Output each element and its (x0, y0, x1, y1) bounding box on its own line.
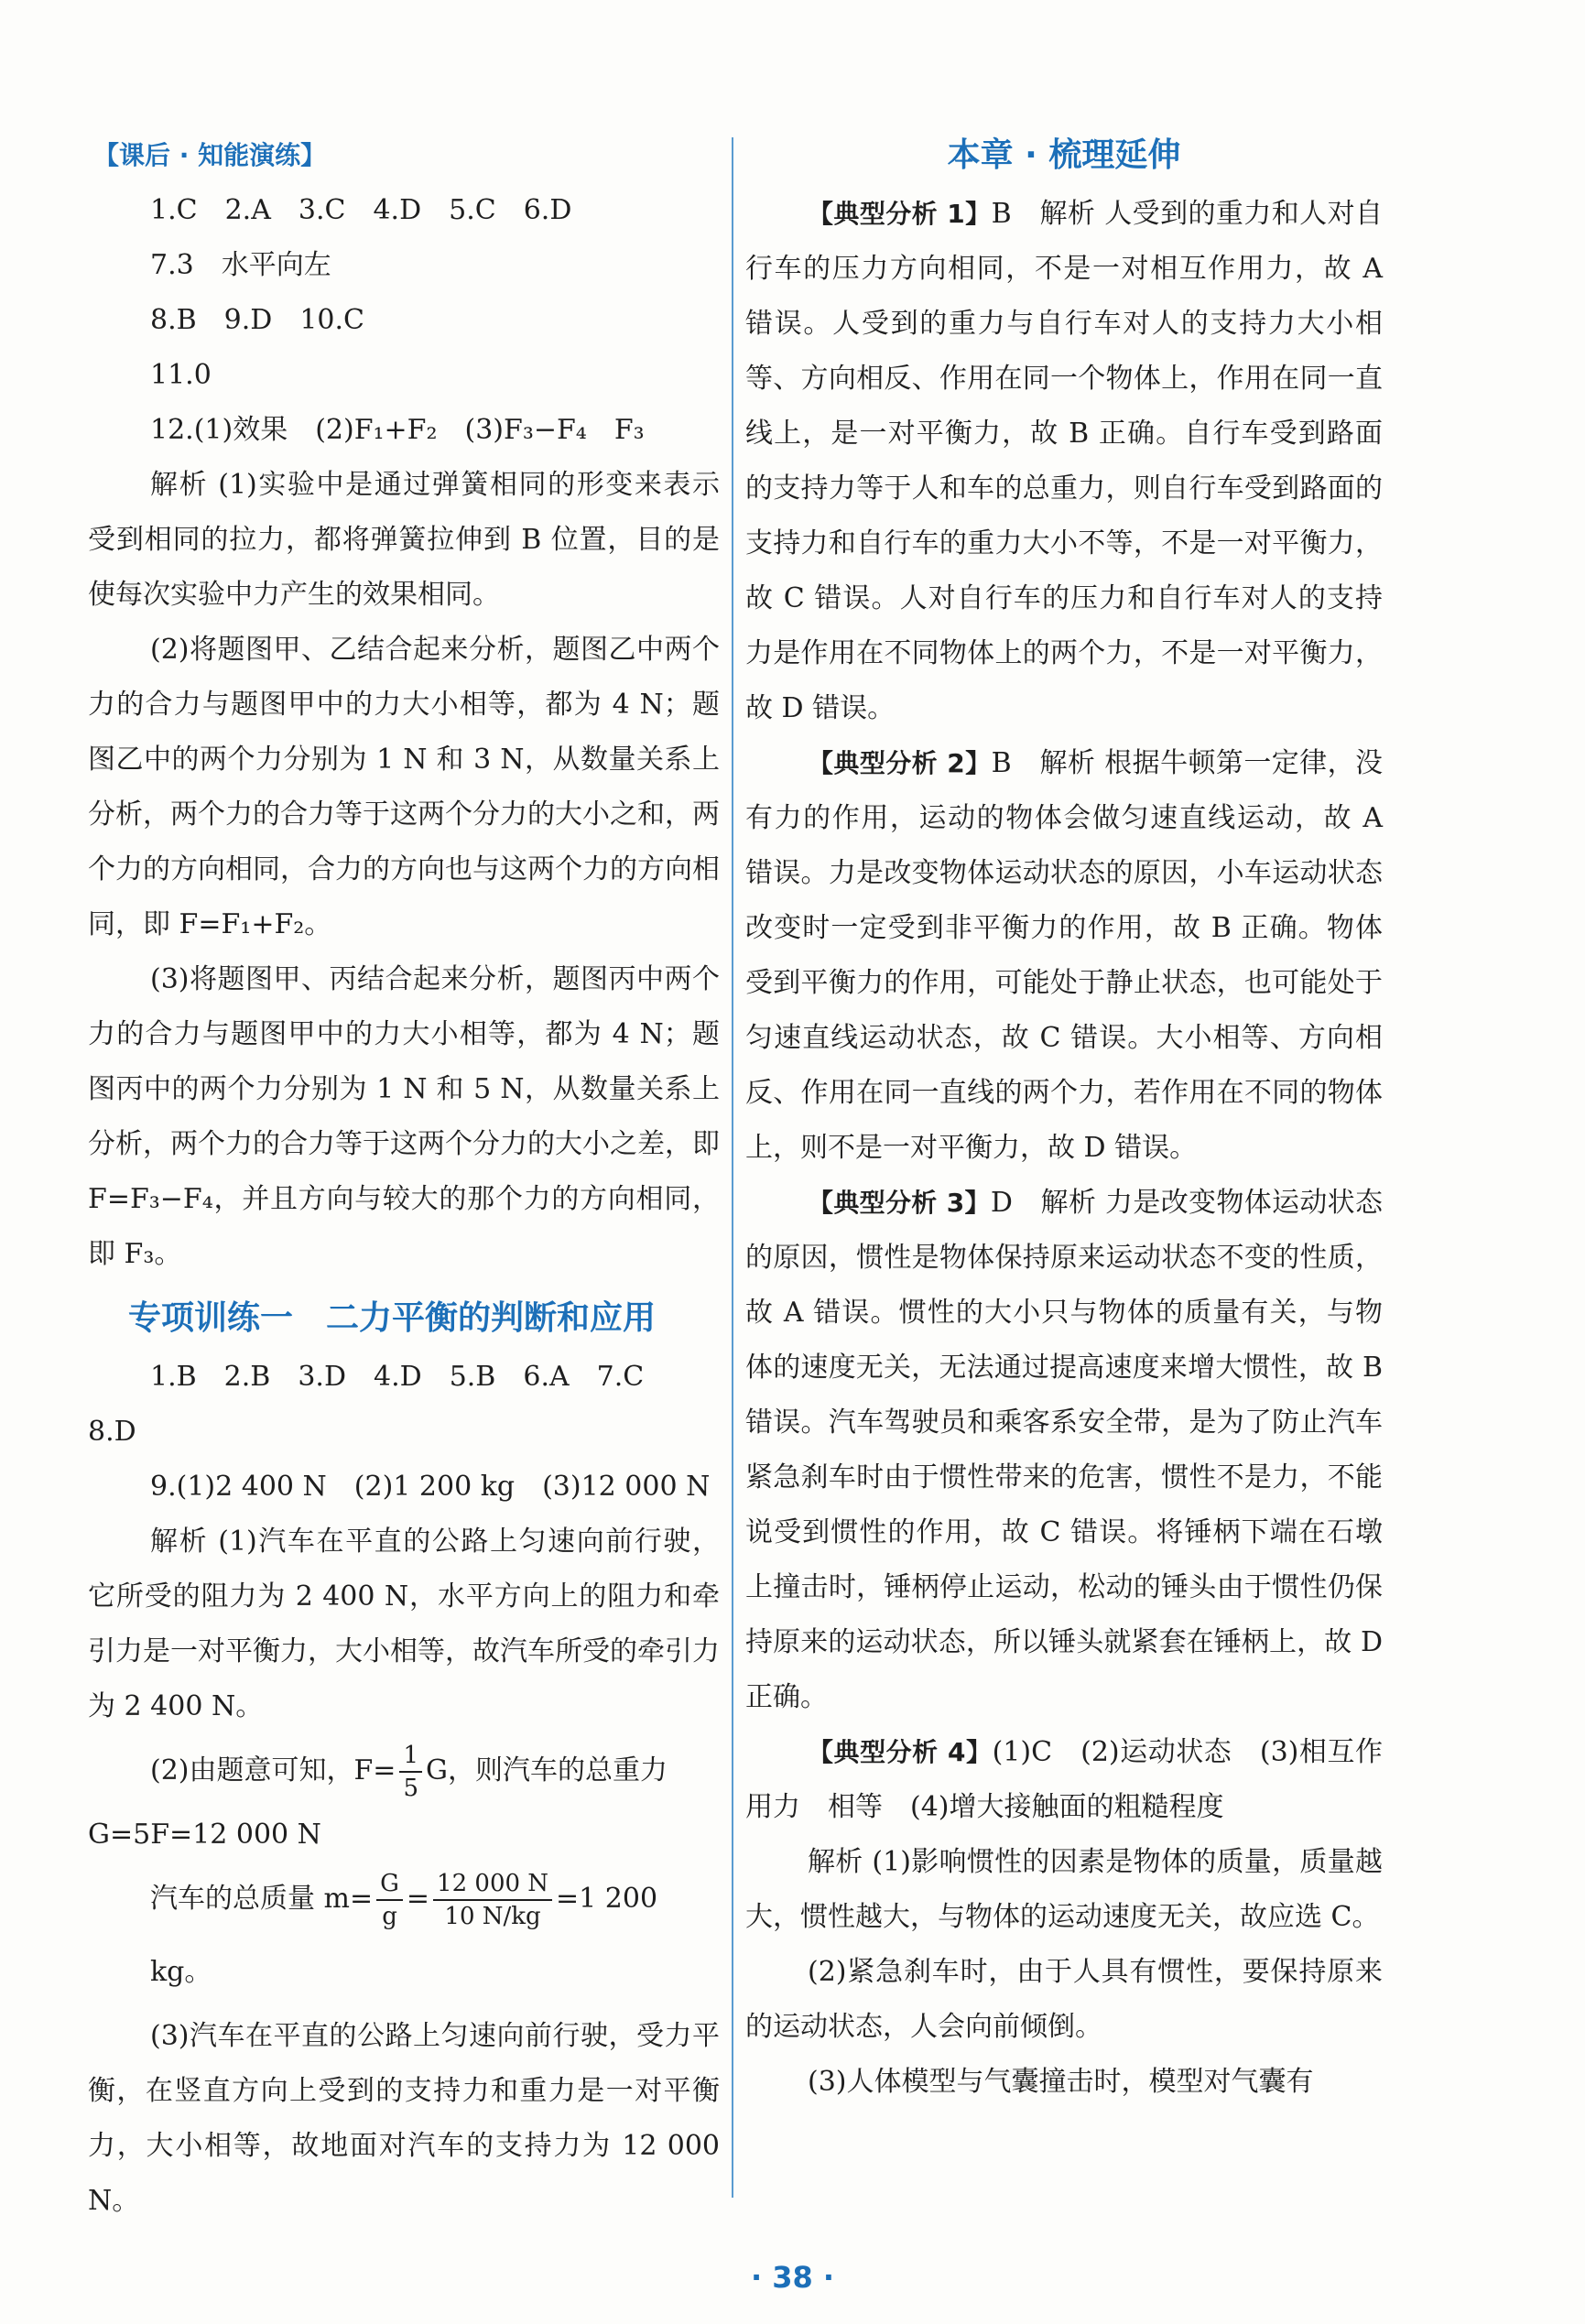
typical-analysis-label: 【典型分析 3】 (808, 1188, 991, 1218)
analysis-paragraph: (3)人体模型与气囊撞击时，模型对气囊有 (808, 2066, 1314, 2098)
fraction-denominator: 5 (403, 1775, 418, 1802)
typical-analysis-3 (745, 1176, 1383, 1725)
analysis-paragraph: 解析 (1)汽车在平直的公路上匀速向前行驶，它所受的阻力为 2 400 N，水平方向上的阻力和牵引力是一对平衡力，大小相等，故汽车所受的牵引力为 2 400 N。 (88, 1526, 720, 1722)
analysis-paragraph: (3)将题图甲、丙结合起来分析，题图丙中两个力的合力与题图甲中的力大小相等，都为 4 N；题图丙中的两个力分别为 1 N 和 5 N，从数量关系上分析，两个力的合力等于这两个分力的大小之差，即 F=F₃−F₄，并且方向与较大的那个力的方向相同，即 F₃。 (88, 963, 720, 1270)
answer-line: 8.B 9.D 10.C (150, 304, 365, 336)
typical-analysis-text: D 解析 力是改变物体运动状态的原因，惯性是物体保持原来运动状态不变的性质，故 A 错误。惯性的大小只与物体的质量有关，与物体的速度无关，无法通过提高速度来增大惯性，故 B 错误。汽车驾驶员和乘客系安全带，是为了防止汽车紧急刹车时由于惯性带来的危害，惯性不是力，不能说受到惯性的作用，故 C 错误。将锤柄下端在石墩上撞击时，锤柄停止运动，松动的锤头由于惯性仍保持原来的运动状态，所以锤头就紧套在锤柄上，故 D 正确。 (745, 1187, 1383, 1713)
fraction-denominator: 10 N/kg (444, 1903, 541, 1930)
section-heading-zhuanxiang: 专项训练一 二力平衡的判断和应用 (128, 1299, 657, 1337)
typical-analysis-text: (1)C (2)运动状态 (3)相互作用力 相等 (4)增大接触面的粗糙程度 (745, 1736, 1383, 1823)
formula-line (88, 1734, 720, 1808)
answer-line: 11.0 (150, 359, 212, 391)
answer-line: 7.3 水平向左 (150, 249, 331, 281)
formula-text: (2)由题意可知，F= (150, 1754, 396, 1786)
typical-analysis-text: B 解析 根据牛顿第一定律，没有力的作用，运动的物体会做匀速直线运动，故 A 错误。力是改变物体运动状态的原因，小车运动状态改变时一定受到非平衡力的作用，故 B 正确。物体受到平衡力的作用，可能处于静止状态，也可能处于匀速直线运动状态，故 C 错误。大小相等、方向相反、作用在同一直线的两个力，若作用在不同的物体上，则不是一对平衡力，故 D 错误。 (745, 747, 1383, 1164)
typical-analysis-text: B 解析 人受到的重力和人对自行车的压力方向相同，不是一对相互作用力，故 A 错误。人受到的重力与自行车对人的支持力大小相等、方向相反、作用在同一个物体上，作用在同一直线上，是一对平衡力，故 B 正确。自行车受到路面的支持力等于人和车的总重力，则自行车受到路面的支持力和自行车的重力大小不等，不是一对平衡力，故 C 错误。人对自行车的压力和自行车对人的支持力是作用在不同物体上的两个力，不是一对平衡力，故 D 错误。 (745, 198, 1383, 724)
fraction (399, 1740, 422, 1804)
formula-line (88, 1862, 720, 2009)
typical-analysis-2 (745, 736, 1383, 1176)
page-number: · 38 · (750, 2260, 835, 2295)
fraction-numerator: 12 000 N (433, 1868, 552, 1901)
left-column (88, 128, 720, 2229)
analysis-paragraph: 解析 (1)实验中是通过弹簧相同的形变来表示受到相同的拉力，都将弹簧拉伸到 B 位置，目的是使每次实验中力产生的效果相同。 (88, 469, 720, 611)
analysis-paragraph: (2)紧急刹车时，由于人具有惯性，要保持原来的运动状态，人会向前倾倒。 (745, 1956, 1383, 2043)
typical-analysis-1 (745, 187, 1383, 736)
formula-text: G，则汽车的总重力 (426, 1754, 668, 1786)
fraction (376, 1868, 403, 1932)
formula-text: =1 200 kg。 (150, 1883, 658, 1988)
typical-analysis-label: 【典型分析 1】 (808, 199, 992, 229)
answer-line: 12.(1)效果 (2)F₁+F₂ (3)F₃−F₄ F₃ (150, 414, 645, 446)
section-heading-kehou: 【课后 · 知能演练】 (93, 140, 327, 170)
fraction-numerator: 1 (399, 1740, 422, 1773)
answer-line: 1.C 2.A 3.C 4.D 5.C 6.D (150, 194, 572, 226)
analysis-paragraph: (3)汽车在平直的公路上匀速向前行驶，受力平衡，在竖直方向上受到的支持力和重力是一对平衡力，大小相等，故地面对汽车的支持力为 12 000 N。 (88, 2020, 720, 2217)
column-divider (732, 137, 733, 2198)
typical-analysis-4 (745, 1725, 1383, 1835)
answer-line: 9.(1)2 400 N (2)1 200 kg (3)12 000 N (150, 1471, 711, 1503)
fraction (433, 1868, 552, 1932)
section-heading-shuli: 本章 · 梳理延伸 (947, 136, 1181, 174)
analysis-paragraph: 解析 (1)影响惯性的因素是物体的质量，质量越大，惯性越大，与物体的运动速度无关，故应选 C。 (745, 1846, 1383, 1933)
formula-text: = (406, 1883, 430, 1915)
formula-text: 汽车的总质量 m= (150, 1883, 374, 1915)
answer-line: 1.B 2.B 3.D 4.D 5.B 6.A 7.C (150, 1361, 645, 1393)
fraction-denominator: g (382, 1903, 397, 1930)
fraction-numerator: G (376, 1868, 403, 1901)
formula-line: G=5F=12 000 N (88, 1819, 321, 1851)
typical-analysis-label: 【典型分析 4】 (808, 1737, 993, 1767)
typical-analysis-label: 【典型分析 2】 (808, 748, 992, 778)
right-column (745, 128, 1383, 2110)
analysis-paragraph: (2)将题图甲、乙结合起来分析，题图乙中两个力的合力与题图甲中的力大小相等，都为 4 N；题图乙中的两个力分别为 1 N 和 3 N，从数量关系上分析，两个力的合力等于这两个分力的大小之和，两个力的方向相同，合力的方向也与这两个力的方向相同，即 F=F₁+F₂。 (88, 634, 720, 940)
answer-line: 8.D (88, 1416, 136, 1448)
